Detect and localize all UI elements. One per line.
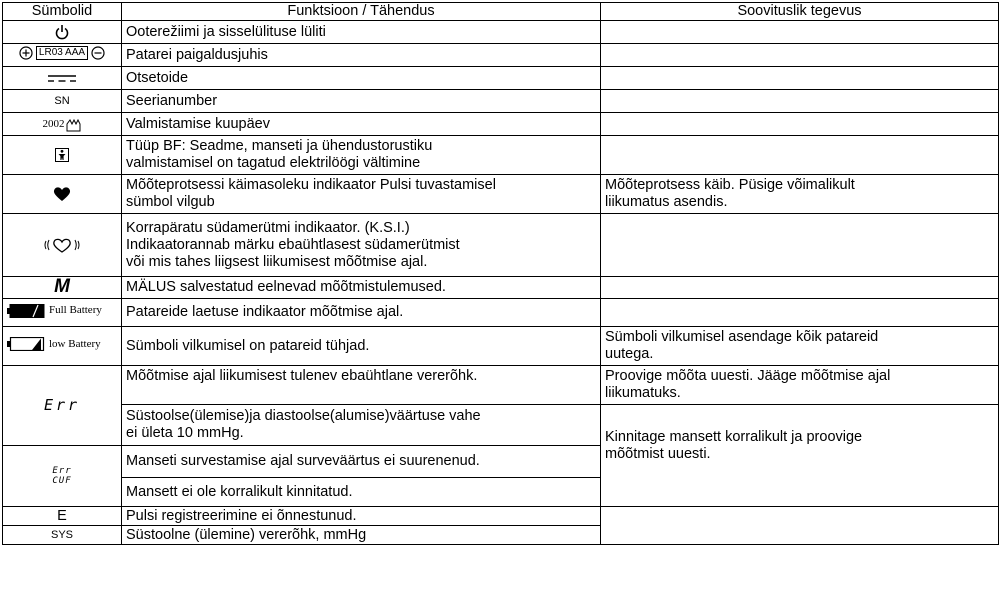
- function-cell: Sümboli vilkumisel on patareid tühjad.: [122, 327, 601, 366]
- power-icon: [55, 24, 69, 40]
- table-row: [3, 299, 999, 327]
- action-cell: [601, 507, 999, 545]
- function-cell: Mõõtmise ajal liikumisest tulenev ebaühtlane vererõhk.: [122, 366, 601, 405]
- low-battery-icon: [7, 337, 45, 351]
- table-row: [3, 113, 999, 136]
- header-action: Soovituslik tegevus: [601, 3, 999, 21]
- action-line: uutega.: [605, 346, 654, 362]
- table-row: [3, 405, 999, 446]
- battery-polarity-icon: LR03 AAA: [36, 46, 88, 60]
- heart-icon: [53, 186, 71, 202]
- action-cell: [601, 175, 999, 214]
- function-cell: Otsetoide: [122, 67, 601, 90]
- table-row: [3, 214, 999, 277]
- plus-circle-icon: [19, 46, 33, 60]
- manufacture-year: 2002: [42, 118, 65, 130]
- table-header-row: [3, 3, 999, 21]
- header-symbol: Sümbolid: [3, 3, 122, 21]
- error-e-symbol: E: [3, 507, 122, 526]
- error-cuff-line: Err: [52, 466, 72, 476]
- function-cell: MÄLUS salvestatud eelnevad mõõtmistulemused.: [122, 277, 601, 299]
- symbols-table: [2, 2, 999, 545]
- irregular-heartbeat-icon: [42, 236, 82, 254]
- symbol-cell: [3, 67, 122, 90]
- symbol-cell: [3, 446, 122, 507]
- table-row: [3, 366, 999, 405]
- symbol-cell: [3, 113, 122, 136]
- action-line: liikumatus asendis.: [605, 194, 728, 210]
- function-cell: Mansett ei ole korralikult kinnitatud.: [122, 478, 601, 507]
- action-cell: [601, 277, 999, 299]
- error-cuff-icon: [5, 466, 119, 486]
- systolic-symbol: SYS: [3, 526, 122, 545]
- action-cell: [601, 113, 999, 136]
- function-line: Korrapäratu südamerütmi indikaator. (K.S.I.): [126, 219, 410, 236]
- action-cell: [601, 21, 999, 44]
- function-cell: Valmistamise kuupäev: [122, 113, 601, 136]
- table-row: [3, 67, 999, 90]
- error-display-icon: Err: [43, 395, 81, 414]
- error-cuff-line: CUF: [52, 476, 72, 486]
- action-line: mõõtmist uuesti.: [605, 445, 711, 462]
- function-cell: [122, 214, 601, 277]
- function-line: või mis tahes liigsest liikumisest mõõtmise ajal.: [126, 253, 428, 270]
- low-battery-label: low Battery: [49, 337, 101, 350]
- function-cell: Patarei paigaldusjuhis: [122, 44, 601, 67]
- function-line: Süstoolse(ülemise)ja diastoolse(alumise)väärtuse vahe: [126, 408, 481, 424]
- function-cell: [122, 405, 601, 446]
- action-cell: [601, 90, 999, 113]
- action-cell: [601, 67, 999, 90]
- full-battery-icon: [7, 304, 45, 318]
- action-cell: [601, 405, 999, 507]
- action-line: Sümboli vilkumisel asendage kõik patareid: [605, 329, 879, 345]
- action-cell: [601, 44, 999, 67]
- serial-number-symbol: SN: [3, 90, 122, 113]
- header-function: Funktsioon / Tähendus: [122, 3, 601, 21]
- memory-icon: M: [54, 276, 70, 297]
- function-cell: [122, 136, 601, 175]
- action-cell: [601, 214, 999, 277]
- symbol-cell: [3, 44, 122, 67]
- function-cell: Ooterežiimi ja sisselülituse lüliti: [122, 21, 601, 44]
- symbol-cell: [3, 366, 122, 446]
- function-cell: Patareide laetuse indikaator mõõtmise ajal.: [122, 299, 601, 327]
- action-line: Proovige mõõta uuesti. Jääge mõõtmise ajal: [605, 368, 891, 384]
- action-cell: [601, 366, 999, 405]
- function-cell: [122, 175, 601, 214]
- function-cell: Pulsi registreerimine ei õnnestunud.: [122, 507, 601, 526]
- manufacture-date-icon: [66, 118, 82, 132]
- function-line: Indikaatorannab märku ebaühtlasest südamerütmist: [126, 236, 460, 253]
- function-line: ei ületa 10 mmHg.: [126, 425, 244, 441]
- table-row: [3, 175, 999, 214]
- table-row: [3, 507, 999, 526]
- table-row: [3, 21, 999, 44]
- table-row: [3, 136, 999, 175]
- symbol-cell: [3, 175, 122, 214]
- symbol-cell: [3, 21, 122, 44]
- minus-circle-icon: [91, 46, 105, 60]
- table-row: [3, 44, 999, 67]
- function-cell: Seerianumber: [122, 90, 601, 113]
- function-line: sümbol vilgub: [126, 194, 215, 210]
- table-row: [3, 327, 999, 366]
- table-row: [3, 277, 999, 299]
- action-line: Mõõteprotsess käib. Püsige võimalikult: [605, 177, 855, 193]
- symbol-cell: [3, 214, 122, 277]
- function-cell: Süstoolne (ülemine) vererõhk, mmHg: [122, 526, 601, 545]
- symbol-cell: [3, 277, 122, 299]
- function-line: Mõõteprotsessi käimasoleku indikaator Pulsi tuvastamisel: [126, 177, 496, 193]
- action-cell: [601, 136, 999, 175]
- table-row: [3, 90, 999, 113]
- function-line: Tüüp BF: Seadme, manseti ja ühendustorustiku: [126, 138, 433, 154]
- symbol-cell: [3, 299, 122, 327]
- symbol-cell: [3, 136, 122, 175]
- action-cell: [601, 299, 999, 327]
- direct-current-icon: [47, 73, 77, 83]
- symbol-cell: [3, 327, 122, 366]
- function-line: valmistamisel on tagatud elektrilöögi vältimine: [126, 155, 421, 171]
- action-line: Kinnitage mansett korralikult ja proovige: [605, 428, 863, 445]
- action-line: liikumatuks.: [605, 385, 681, 401]
- symbols-table-container: [2, 2, 999, 545]
- function-cell: Manseti survestamise ajal surveväärtus ei suurenenud.: [122, 446, 601, 478]
- type-bf-icon: [55, 148, 69, 162]
- action-cell: [601, 327, 999, 366]
- full-battery-label: Full Battery: [49, 304, 102, 317]
